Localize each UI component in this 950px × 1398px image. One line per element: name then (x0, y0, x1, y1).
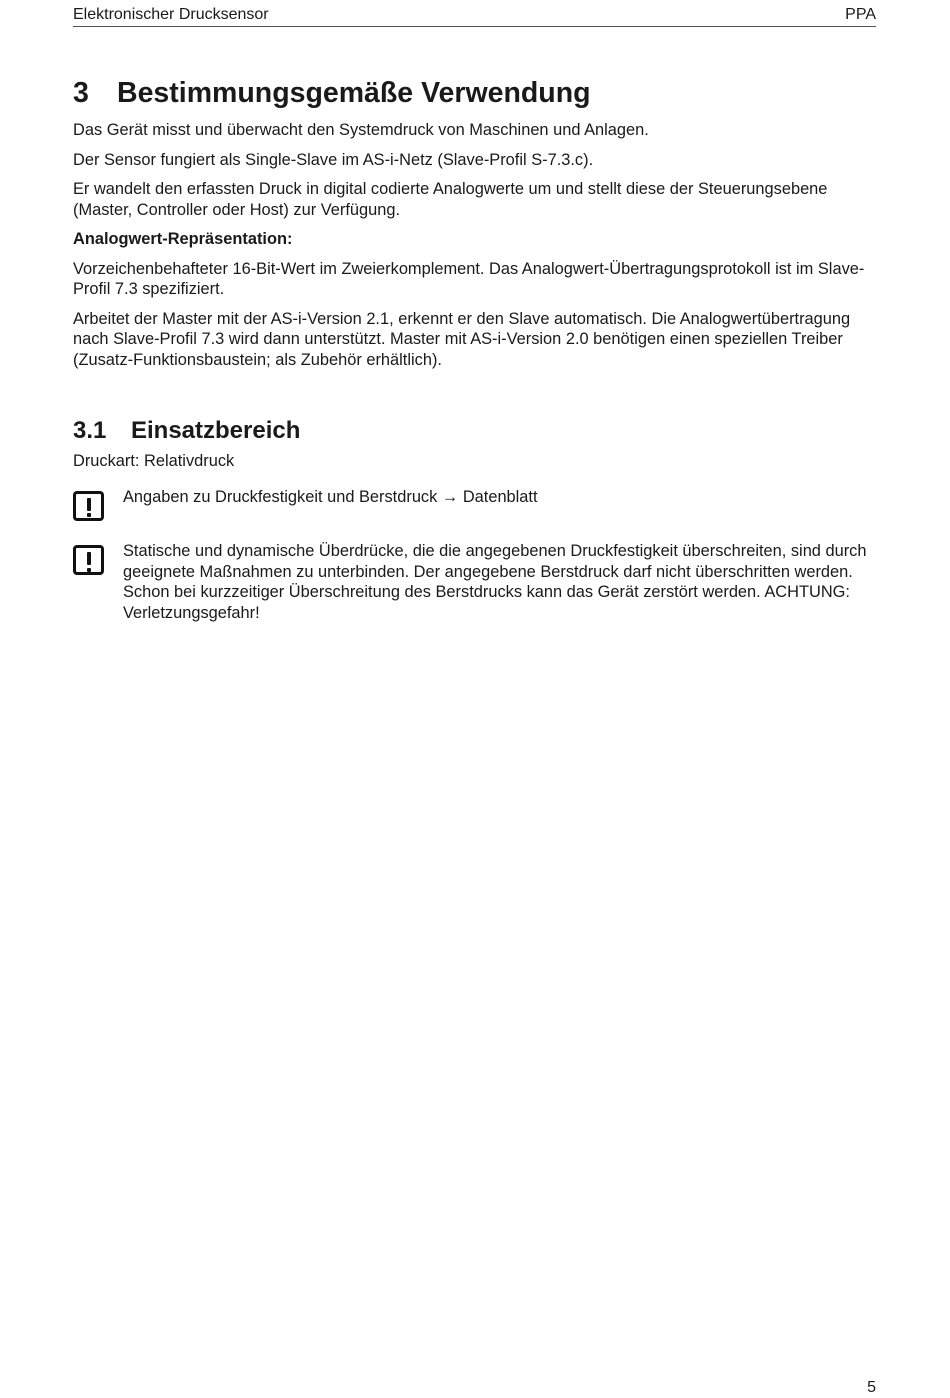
page-content (73, 74, 883, 623)
paragraph-16bit: Vorzeichenbehafteter 16-Bit-Wert im Zweierkomplement. Das Analogwert-Übertragungsprotokoll ist im Slave-Profil 7.3 spezifiziert. (73, 259, 865, 298)
warning-exclamation-icon (73, 491, 104, 521)
note-overpressure (73, 541, 883, 623)
paragraph-pressure-type: Druckart: Relativdruck (73, 452, 235, 470)
note-overpressure-text: Statische und dynamische Überdrücke, die die angegebenen Druckfestigkeit überschreiten, sind durch geeignete Maßnahmen zu unterbinden. Der angegebene Berstdruck darf nicht überschritten werden. Schon bei kurzzeitiger Überschreitung des Berstdrucks kann das Gerät zerstört werden. ACHTUNG: Verletzungsgefahr! (123, 542, 867, 622)
page-header (73, 4, 876, 27)
note-datasheet-text: Angaben zu Druckfestigkeit und Berstdruck → Datenblatt (123, 487, 538, 506)
subheading-analog-representation: Analogwert-Repräsentation: (73, 230, 293, 248)
paragraph-master-version: Arbeitet der Master mit der AS-i-Version 2.1, erkennt er den Slave automatisch. Die Analogwertübertragung nach Slave-Profil 7.3 wird dann unterstützt. Master mit AS-i-Version 2.0 benötigen einen speziellen Treiber (Zusatz-Funktionsbaustein; als Zubehör erhältlich). (73, 309, 851, 369)
paragraph-intro: Das Gerät misst und überwacht den Systemdruck von Maschinen und Anlagen. (73, 121, 649, 139)
section-3-heading (73, 74, 883, 112)
header-product-code: PPA (845, 6, 876, 23)
page-number: 5 (867, 1379, 876, 1396)
section-3-1-number: 3.1 (73, 417, 107, 444)
note-datasheet (73, 487, 883, 508)
header-document-title: Elektronischer Drucksensor (73, 6, 269, 23)
section-3-title: Bestimmungsgemäße Verwendung (117, 77, 591, 109)
warning-exclamation-icon (73, 545, 104, 575)
section-3-number: 3 (73, 77, 89, 109)
section-3-1-title: Einsatzbereich (131, 417, 301, 444)
paragraph-slave-role: Der Sensor fungiert als Single-Slave im AS-i-Netz (Slave-Profil S-7.3.c). (73, 150, 594, 169)
paragraph-conversion: Er wandelt den erfassten Druck in digital codierte Analogwerte um und stellt diese der Steuerungsebene (Master, Controller oder Host) zur Verfügung. (73, 180, 828, 219)
section-3-1-heading (73, 415, 883, 447)
